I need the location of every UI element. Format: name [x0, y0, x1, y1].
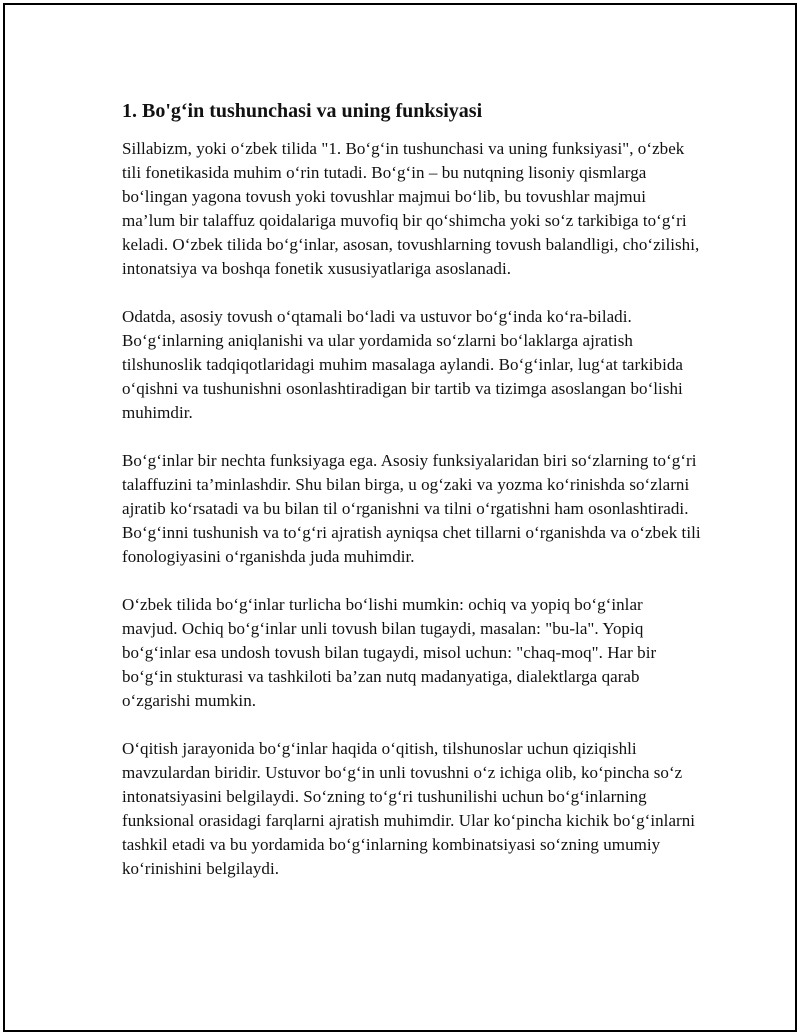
paragraph-1: Sillabizm, yoki o‘zbek tilida "1. Bo‘g‘in tushunchasi va uning funksiyasi", o‘zbek tili fonetikasida muhim o‘rin tutadi. Bo‘g‘in – bu nutqning lisoniy qismlarga bo‘lingan yagona tovush yoki tovushlar majmui bo‘lib, bu tovushlar majmui ma’lum bir talaffuz qoidalariga muvofiq bir qo‘shimcha yoki so‘z tarkibiga to‘g‘ri keladi. O‘zbek tilida bo‘g‘inlar, asosan, tovushlarning tovush balandligi, cho‘zilishi, intonatsiya va boshqa fonetik xususiyatlariga asoslanadi.	[122, 139, 700, 278]
paragraph-3: Bo‘g‘inlar bir nechta funksiyaga ega. Asosiy funksiyalaridan biri so‘zlarning to‘g‘ri talaffuzini ta’minlashdir. Shu bilan birga, u og‘zaki va yozma ko‘rinishda so‘zlarni ajratib ko‘rsatadi va bu bilan til o‘rganishni va tilni o‘rgatishni ham osonlashtiradi. Bo‘g‘inni tushunish va to‘g‘ri ajratish ayniqsa chet tillarni o‘rganishda va o‘zbek tili fonologiyasini o‘rganishda juda muhimdir.	[122, 451, 701, 566]
page-frame	[3, 3, 797, 1032]
document-title: 1. Bo'g‘in tushunchasi va uning funksiyasi	[122, 100, 483, 122]
paragraph-2: Odatda, asosiy tovush o‘qtamali bo‘ladi va ustuvor bo‘g‘inda ko‘ra-biladi. Bo‘g‘inlarning aniqlanishi va ular yordamida so‘zlarni bo‘laklarga ajratish tilshunoslik tadqiqotlaridagi muhim masalaga aylandi. Bo‘g‘inlar, lug‘at tarkibida o‘qishni va tushunishni osonlashtiradigan bir tartib va tizimga asoslangan bo‘lishi muhimdir.	[122, 307, 683, 422]
document-body	[122, 97, 702, 905]
paragraph-4: O‘zbek tilida bo‘g‘inlar turlicha bo‘lishi mumkin: ochiq va yopiq bo‘g‘inlar mavjud. Ochiq bo‘g‘inlar unli tovush bilan tugaydi, masalan: "bu-la". Yopiq bo‘g‘inlar esa undosh tovush bilan tugaydi, misol uchun: "chaq-moq". Har bir bo‘g‘in stukturasi va tashkiloti ba’zan nutq madanyatiga, dialektlarga qarab o‘zgarishi mumkin.	[122, 595, 657, 710]
paragraph-5: O‘qitish jarayonida bo‘g‘inlar haqida o‘qitish, tilshunoslar uchun qiziqishli mavzulardan biridir. Ustuvor bo‘g‘in unli tovushni o‘z ichiga olib, ko‘pincha so‘z intonatsiyasini belgilaydi. So‘zning to‘g‘ri tushunilishi uchun bo‘g‘inlarning funksional orasidagi farqlarni ajratish muhimdir. Ular ko‘pincha kichik bo‘g‘inlarni tashkil etadi va bu yordamida bo‘g‘inlarning kombinatsiyasi so‘zning umumiy ko‘rinishini belgilaydi.	[122, 739, 696, 878]
